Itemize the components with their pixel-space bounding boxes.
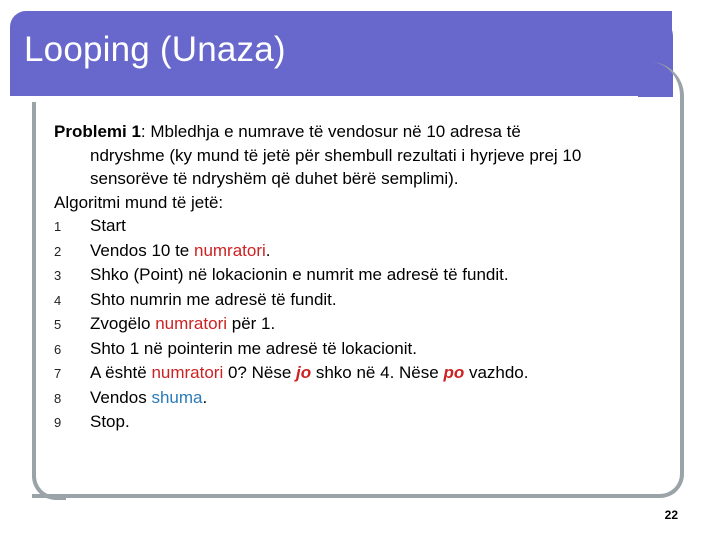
step-number: 5 xyxy=(54,317,62,332)
page-number: 22 xyxy=(664,508,678,522)
keyword-shuma: shuma xyxy=(151,387,203,407)
step-text: Shto numrin me adresë të fundit. xyxy=(90,289,337,309)
step-number: 2 xyxy=(54,243,62,259)
problem-colon: : xyxy=(140,122,146,141)
step-item xyxy=(54,214,664,239)
step-number: 6 xyxy=(54,341,62,357)
step-item xyxy=(54,288,664,313)
step-text: Shto 1 në pointerin me adresë të lokacionit. xyxy=(90,338,417,358)
step-number: 9 xyxy=(54,415,62,430)
step-item xyxy=(54,386,664,411)
step-item xyxy=(54,312,664,337)
problem-line-1 xyxy=(54,120,664,144)
keyword-numratori: numratori xyxy=(151,363,224,382)
problem-text-1: Mbledhja e numrave të vendosur në 10 adresa të xyxy=(145,122,521,141)
step-number: 3 xyxy=(54,268,62,283)
step-item xyxy=(54,361,664,386)
step-item xyxy=(54,410,664,435)
step-text: Vendos shuma. xyxy=(90,387,208,407)
keyword-numratori: numratori xyxy=(193,240,266,260)
step-number: 1 xyxy=(54,219,62,234)
step-text: Shko (Point) në lokacionin e numrit me adresë të fundit. xyxy=(90,265,509,284)
step-item xyxy=(54,337,664,362)
keyword-numratori: numratori xyxy=(155,314,228,333)
step-number: 8 xyxy=(54,390,62,406)
step-text: Start xyxy=(90,216,126,235)
step-item xyxy=(54,263,664,288)
keyword-jo: jo xyxy=(296,363,312,382)
step-number: 7 xyxy=(54,366,62,381)
keyword-po: po xyxy=(443,363,465,382)
slide-title: Looping (Unaza) xyxy=(24,30,286,69)
problem-line-3: sensorëve të ndryshëm që duhet bërë semplimi). xyxy=(90,169,459,188)
algorithm-intro: Algoritmi mund të jetë: xyxy=(54,192,224,212)
step-text: A është numratori 0? Nëse jo shko në 4. Nëse po vazhdo. xyxy=(90,363,529,382)
slide-content xyxy=(54,120,664,435)
step-text: Stop. xyxy=(90,412,130,431)
step-number: 4 xyxy=(54,292,62,308)
problem-label: Problemi 1 xyxy=(54,122,141,141)
step-text: Zvogëlo numratori për 1. xyxy=(90,314,276,333)
step-item xyxy=(54,239,664,264)
problem-line-2: ndryshme (ky mund të jetë për shembull rezultati i hyrjeve prej 10 xyxy=(90,145,582,165)
step-text: Vendos 10 te numratori. xyxy=(90,240,271,260)
